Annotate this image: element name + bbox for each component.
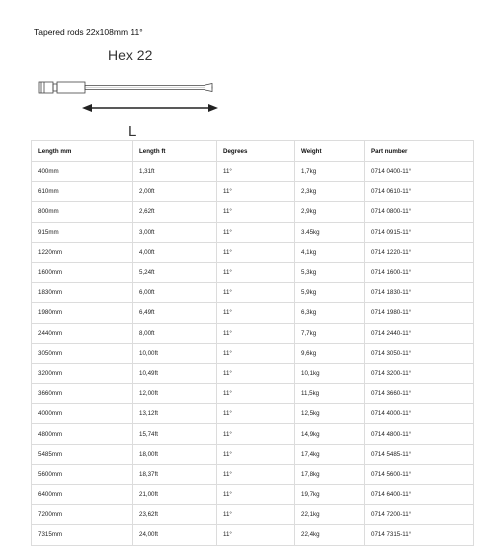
cell-length-ft: 6,00ft bbox=[133, 283, 217, 303]
cell-length-ft: 15,74ft bbox=[133, 424, 217, 444]
cell-length-mm: 610mm bbox=[32, 182, 133, 202]
cell-part-number: 0714 0800-11° bbox=[365, 202, 474, 222]
cell-weight: 6,3kg bbox=[295, 303, 365, 323]
cell-weight: 9,6kg bbox=[295, 343, 365, 363]
cell-weight: 2,3kg bbox=[295, 182, 365, 202]
cell-degrees: 11° bbox=[217, 303, 295, 323]
cell-weight: 1,7kg bbox=[295, 162, 365, 182]
cell-length-mm: 3660mm bbox=[32, 384, 133, 404]
cell-weight: 11,5kg bbox=[295, 384, 365, 404]
cell-length-mm: 3050mm bbox=[32, 343, 133, 363]
cell-length-mm: 6400mm bbox=[32, 485, 133, 505]
cell-part-number: 0714 1980-11° bbox=[365, 303, 474, 323]
cell-part-number: 0714 0610-11° bbox=[365, 182, 474, 202]
cell-weight: 14,9kg bbox=[295, 424, 365, 444]
cell-degrees: 11° bbox=[217, 424, 295, 444]
cell-weight: 17,4kg bbox=[295, 444, 365, 464]
table-row bbox=[32, 182, 474, 202]
cell-length-mm: 1600mm bbox=[32, 262, 133, 282]
header-degrees: Degrees bbox=[217, 141, 295, 162]
cell-weight: 4,1kg bbox=[295, 242, 365, 262]
cell-weight: 17,8kg bbox=[295, 464, 365, 484]
cell-length-ft: 4,00ft bbox=[133, 242, 217, 262]
cell-part-number: 0714 4800-11° bbox=[365, 424, 474, 444]
cell-part-number: 0714 3050-11° bbox=[365, 343, 474, 363]
cell-length-mm: 4800mm bbox=[32, 424, 133, 444]
cell-length-ft: 24,00ft bbox=[133, 525, 217, 545]
header-part-number: Part number bbox=[365, 141, 474, 162]
cell-length-ft: 8,00ft bbox=[133, 323, 217, 343]
cell-length-mm: 1980mm bbox=[32, 303, 133, 323]
rod-shape bbox=[39, 82, 212, 93]
cell-degrees: 11° bbox=[217, 505, 295, 525]
hex-label: Hex 22 bbox=[108, 47, 153, 63]
cell-degrees: 11° bbox=[217, 283, 295, 303]
cell-degrees: 11° bbox=[217, 464, 295, 484]
page-title: Tapered rods 22x108mm 11° bbox=[34, 27, 143, 37]
cell-degrees: 11° bbox=[217, 404, 295, 424]
table-row bbox=[32, 162, 474, 182]
table-row bbox=[32, 202, 474, 222]
cell-degrees: 11° bbox=[217, 485, 295, 505]
table-row bbox=[32, 303, 474, 323]
cell-part-number: 0714 6400-11° bbox=[365, 485, 474, 505]
cell-part-number: 0714 2440-11° bbox=[365, 323, 474, 343]
cell-degrees: 11° bbox=[217, 363, 295, 383]
cell-length-mm: 5485mm bbox=[32, 444, 133, 464]
cell-length-mm: 800mm bbox=[32, 202, 133, 222]
cell-length-ft: 1,31ft bbox=[133, 162, 217, 182]
table-body bbox=[32, 162, 474, 546]
cell-weight: 19,7kg bbox=[295, 485, 365, 505]
table-row bbox=[32, 343, 474, 363]
cell-length-mm: 915mm bbox=[32, 222, 133, 242]
cell-part-number: 0714 7200-11° bbox=[365, 505, 474, 525]
cell-length-mm: 1830mm bbox=[32, 283, 133, 303]
table-row bbox=[32, 424, 474, 444]
table-header-row bbox=[32, 141, 474, 162]
table-row bbox=[32, 485, 474, 505]
cell-part-number: 0714 4000-11° bbox=[365, 404, 474, 424]
length-label: L bbox=[128, 123, 137, 140]
cell-length-mm: 400mm bbox=[32, 162, 133, 182]
cell-degrees: 11° bbox=[217, 525, 295, 545]
cell-part-number: 0714 1220-11° bbox=[365, 242, 474, 262]
cell-length-ft: 13,12ft bbox=[133, 404, 217, 424]
specs-table-wrapper bbox=[31, 140, 473, 546]
cell-length-ft: 6,49ft bbox=[133, 303, 217, 323]
cell-weight: 12,5kg bbox=[295, 404, 365, 424]
cell-length-ft: 18,00ft bbox=[133, 444, 217, 464]
cell-length-ft: 2,00ft bbox=[133, 182, 217, 202]
cell-weight: 5,9kg bbox=[295, 283, 365, 303]
table-row bbox=[32, 363, 474, 383]
cell-length-ft: 10,00ft bbox=[133, 343, 217, 363]
cell-length-mm: 5600mm bbox=[32, 464, 133, 484]
cell-length-mm: 7200mm bbox=[32, 505, 133, 525]
rod-diagram bbox=[30, 40, 240, 140]
table-row bbox=[32, 404, 474, 424]
cell-part-number: 0714 3660-11° bbox=[365, 384, 474, 404]
cell-length-ft: 18,37ft bbox=[133, 464, 217, 484]
cell-degrees: 11° bbox=[217, 162, 295, 182]
cell-length-mm: 2440mm bbox=[32, 323, 133, 343]
header-length-ft: Length ft bbox=[133, 141, 217, 162]
table-row bbox=[32, 525, 474, 545]
table-row bbox=[32, 323, 474, 343]
cell-part-number: 0714 0400-11° bbox=[365, 162, 474, 182]
header-weight: Weight bbox=[295, 141, 365, 162]
cell-length-mm: 4000mm bbox=[32, 404, 133, 424]
cell-weight: 22,1kg bbox=[295, 505, 365, 525]
cell-weight: 2,9kg bbox=[295, 202, 365, 222]
cell-length-ft: 12,00ft bbox=[133, 384, 217, 404]
cell-part-number: 0714 5485-11° bbox=[365, 444, 474, 464]
specs-table bbox=[31, 140, 474, 546]
table-row bbox=[32, 464, 474, 484]
cell-weight: 22,4kg bbox=[295, 525, 365, 545]
table-row bbox=[32, 262, 474, 282]
table-row bbox=[32, 222, 474, 242]
cell-degrees: 11° bbox=[217, 242, 295, 262]
cell-part-number: 0714 5600-11° bbox=[365, 464, 474, 484]
cell-length-mm: 3200mm bbox=[32, 363, 133, 383]
cell-part-number: 0714 1830-11° bbox=[365, 283, 474, 303]
cell-length-mm: 7315mm bbox=[32, 525, 133, 545]
cell-weight: 3.45kg bbox=[295, 222, 365, 242]
cell-length-mm: 1220mm bbox=[32, 242, 133, 262]
cell-weight: 10,1kg bbox=[295, 363, 365, 383]
cell-degrees: 11° bbox=[217, 222, 295, 242]
table-row bbox=[32, 444, 474, 464]
cell-length-ft: 21,00ft bbox=[133, 485, 217, 505]
table-row bbox=[32, 283, 474, 303]
cell-part-number: 0714 0915-11° bbox=[365, 222, 474, 242]
cell-degrees: 11° bbox=[217, 182, 295, 202]
cell-weight: 7,7kg bbox=[295, 323, 365, 343]
cell-degrees: 11° bbox=[217, 343, 295, 363]
cell-degrees: 11° bbox=[217, 384, 295, 404]
length-arrow bbox=[82, 104, 218, 112]
table-row bbox=[32, 384, 474, 404]
cell-weight: 5,3kg bbox=[295, 262, 365, 282]
table-row bbox=[32, 505, 474, 525]
cell-length-ft: 3,00ft bbox=[133, 222, 217, 242]
cell-part-number: 0714 3200-11° bbox=[365, 363, 474, 383]
cell-length-ft: 5,24ft bbox=[133, 262, 217, 282]
cell-degrees: 11° bbox=[217, 202, 295, 222]
cell-length-ft: 2,62ft bbox=[133, 202, 217, 222]
cell-length-ft: 23,62ft bbox=[133, 505, 217, 525]
cell-part-number: 0714 1600-11° bbox=[365, 262, 474, 282]
cell-degrees: 11° bbox=[217, 323, 295, 343]
table-row bbox=[32, 242, 474, 262]
header-length-mm: Length mm bbox=[32, 141, 133, 162]
cell-length-ft: 10,49ft bbox=[133, 363, 217, 383]
cell-degrees: 11° bbox=[217, 262, 295, 282]
cell-degrees: 11° bbox=[217, 444, 295, 464]
cell-part-number: 0714 7315-11° bbox=[365, 525, 474, 545]
